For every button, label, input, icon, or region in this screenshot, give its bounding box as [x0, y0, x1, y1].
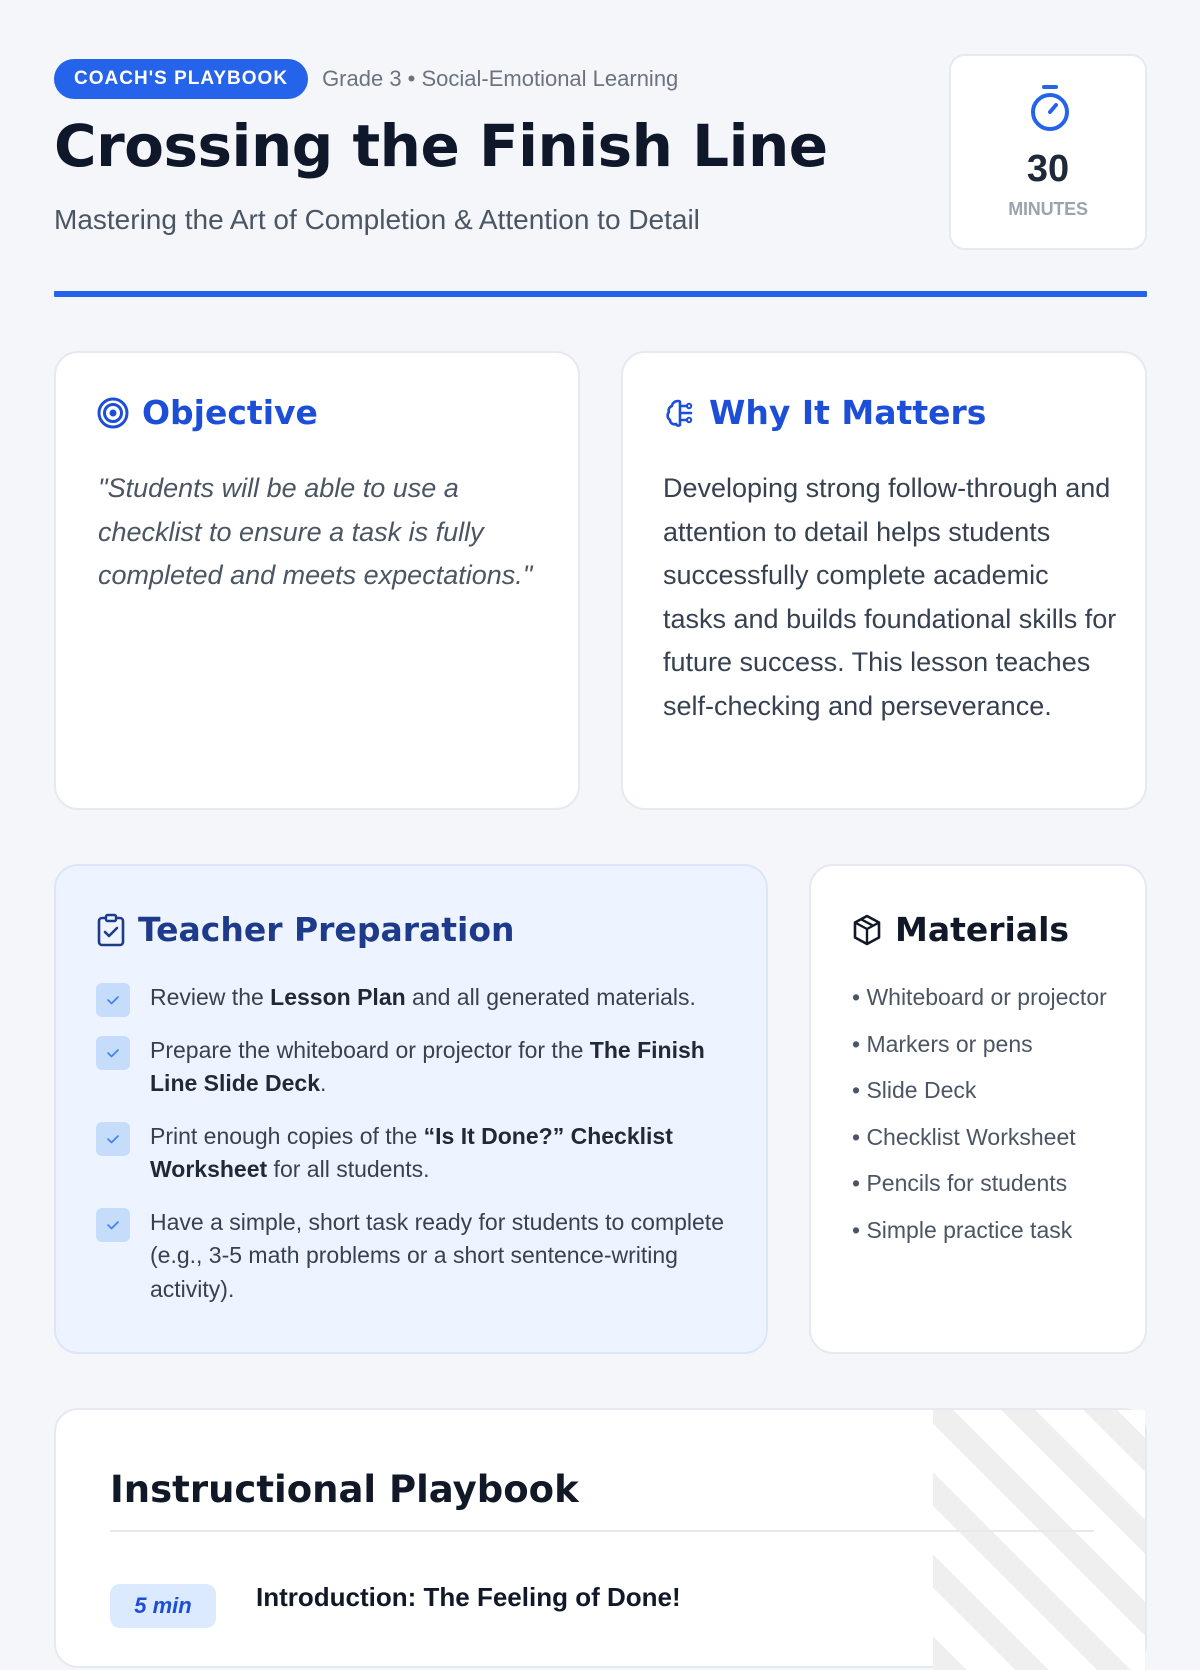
why-text: Developing strong follow-through and attention to detail helps students successfully complete academic tasks and builds foundational skills for future success. This lesson teaches self-checking and perseverance. [663, 473, 1117, 721]
decorative-stripes [933, 1410, 1145, 1670]
objective-header [96, 393, 318, 432]
playbook-badge: COACH'S PLAYBOOK [54, 59, 308, 99]
prep-item-bold: “Is It Done?” Checklist Worksheet [150, 1122, 673, 1182]
materials-item: • Whiteboard or projector [852, 984, 1107, 1010]
objective-card [54, 351, 580, 810]
materials-item: • Checklist Worksheet [852, 1123, 1076, 1150]
box-icon [851, 913, 883, 947]
step-duration-badge: 5 min [110, 1584, 216, 1628]
page-header [54, 0, 1147, 300]
page-title: Crossing the Finish Line [54, 112, 828, 180]
materials-heading: Materials [895, 910, 1070, 949]
header-divider [54, 291, 1147, 297]
page-subtitle: Mastering the Art of Completion & Attention to Detail [54, 204, 700, 235]
checkmark-icon [104, 991, 122, 1009]
prep-item [96, 1120, 736, 1187]
playbook-divider [110, 1530, 1094, 1532]
grade-subject-label: Grade 3 • Social-Emotional Learning [322, 66, 679, 91]
checkbox[interactable] [96, 1036, 130, 1070]
instructional-playbook-card [54, 1408, 1147, 1668]
prep-checklist [96, 981, 736, 1325]
target-icon [96, 396, 130, 430]
why-it-matters-card [621, 351, 1147, 810]
duration-card [949, 54, 1147, 250]
step-title: Introduction: The Feeling of Done! [256, 1582, 681, 1612]
clipboard-check-icon [96, 913, 126, 947]
brain-icon [663, 396, 697, 430]
materials-item: • Markers or pens [852, 1030, 1033, 1057]
why-heading: Why It Matters [709, 393, 987, 432]
checkbox[interactable] [96, 1122, 130, 1156]
duration-unit: MINUTES [1008, 199, 1088, 219]
header-tag-row [54, 59, 678, 99]
checkmark-icon [104, 1130, 122, 1148]
prep-item-bold: Lesson Plan [270, 984, 406, 1010]
materials-item: • Pencils for students [852, 1170, 1068, 1196]
prep-item-text: for all students. [267, 1156, 430, 1182]
stopwatch-icon [1027, 84, 1073, 134]
materials-list [852, 981, 1127, 1260]
prep-item-text: Have a simple, short task ready for students to complete (e.g., 3-5 math problems or a short sentence-writing activity). [150, 1208, 724, 1302]
why-header [663, 393, 986, 432]
checkbox[interactable] [96, 1208, 130, 1242]
checkmark-icon [104, 1216, 122, 1234]
prep-header [96, 910, 515, 949]
duration-value: 30 [1026, 148, 1070, 190]
prep-item-text: Prepare the whiteboard or projector for the [150, 1036, 590, 1063]
materials-item: • Slide Deck [852, 1077, 977, 1103]
checkbox[interactable] [96, 983, 130, 1017]
prep-item-text: and all generated materials. [405, 984, 696, 1010]
prep-item [96, 981, 736, 1015]
checkmark-icon [104, 1044, 122, 1062]
materials-item: • Simple practice task [852, 1216, 1073, 1243]
playbook-heading: Instructional Playbook [110, 1468, 579, 1511]
prep-item-text: Review the [150, 984, 271, 1010]
materials-header [851, 910, 1069, 949]
teacher-preparation-card [54, 864, 768, 1354]
prep-item [96, 1034, 736, 1101]
prep-item-bold: The Finish Line Slide Deck [150, 1036, 705, 1096]
lesson-plan-page [54, 0, 1147, 1618]
prep-heading: Teacher Preparation [138, 910, 515, 949]
prep-item-text: Print enough copies of the [150, 1122, 424, 1149]
prep-item [96, 1206, 736, 1307]
prep-item-text: . [320, 1070, 327, 1096]
objective-text: "Students will be able to use a checklist to ensure a task is fully completed and meets expectations." [98, 473, 533, 590]
materials-card [809, 864, 1147, 1354]
objective-heading: Objective [142, 393, 318, 432]
